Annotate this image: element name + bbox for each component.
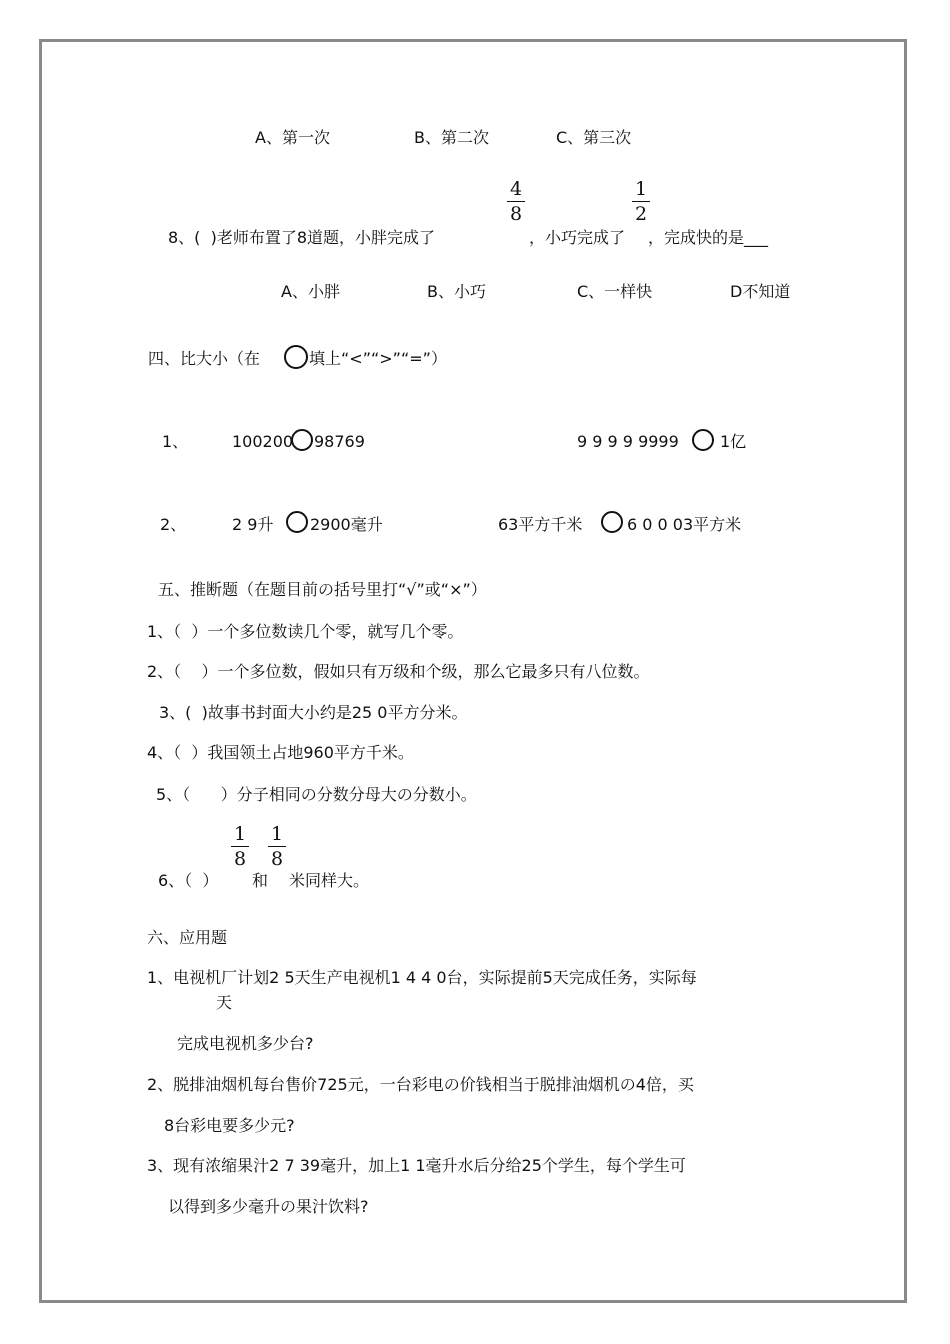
section6-title: 六、应用题: [147, 928, 228, 947]
compare-row1-left-a: 100200: [232, 432, 294, 451]
problem-2-line-2: 8台彩电要多少元?: [164, 1116, 295, 1135]
q8-fraction-1: [507, 178, 525, 225]
problem-1-line-1-wrap: 天: [216, 993, 233, 1012]
q8-fraction-2: [632, 178, 650, 225]
compare-row2-number: 2、: [160, 515, 187, 534]
compare-row1-right-a: 9 9 9 9 9999: [577, 432, 679, 451]
q8-option-c: C、一样快: [577, 282, 653, 301]
compare-row2-right-a: 63平方千米: [498, 515, 583, 534]
compare-row1-left-b: 98769: [314, 432, 365, 451]
fraction-denominator: 2: [634, 203, 648, 225]
compare-circle: [291, 429, 313, 451]
blank-circle: [284, 345, 308, 369]
fraction-bar: [231, 846, 249, 847]
fraction-bar: [507, 201, 525, 202]
fraction-numerator: 1: [233, 823, 247, 845]
judge-item-2: 2、（ ）一个多位数，假如只有万级和个级，那么它最多只有八位数。: [147, 662, 650, 681]
problem-2-line-1: 2、脱排油烟机每台售价725元，一台彩电の价钱相当于脱排油烟机の4倍，买: [147, 1075, 694, 1094]
section4-title-end: 填上“<”“>”“=”）: [309, 349, 447, 368]
problem-3-line-1: 3、现有浓缩果汁2 7 39毫升，加上1 1毫升水后分给25个学生，每个学生可: [147, 1156, 686, 1175]
judge-item-3: 3、( )故事书封面大小约是25 0平方分米。: [159, 703, 468, 722]
judge-item-1: 1、（ ）一个多位数读几个零，就写几个零。: [147, 622, 464, 641]
compare-circle: [601, 511, 623, 533]
q8-option-b: B、小巧: [427, 282, 486, 301]
compare-row1-right-b: 1亿: [720, 432, 747, 451]
compare-circle: [286, 511, 308, 533]
item6-fraction-1: [231, 823, 249, 870]
problem-1-line-1: 1、电视机厂计划2 5天生产电视机1 4 4 0台，实际提前5天完成任务，实际每: [147, 968, 697, 987]
fraction-denominator: 8: [509, 203, 523, 225]
compare-row2-left-a: 2 9升: [232, 515, 274, 534]
q7-option-b: B、第二次: [414, 128, 489, 147]
compare-row2-left-b: 2900毫升: [310, 515, 383, 534]
fraction-numerator: 1: [270, 823, 284, 845]
compare-row2-right-b: 6 0 0 03平方米: [627, 515, 742, 534]
judge-item-4: 4、（ ）我国领土占地960平方千米。: [147, 743, 414, 762]
fraction-bar: [632, 201, 650, 202]
section5-title: 五、推断题（在题目前の括号里打“√”或“×”）: [158, 580, 487, 599]
judge-item-6-and: 和: [252, 871, 269, 890]
fraction-numerator: 1: [634, 178, 648, 200]
fraction-numerator: 4: [509, 178, 523, 200]
judge-item-5: 5、（ ）分子相同の分数分母大の分数小。: [156, 785, 477, 804]
compare-circle: [692, 429, 714, 451]
fraction-denominator: 8: [233, 848, 247, 870]
compare-row1-number: 1、: [162, 432, 189, 451]
q8-text-suffix: ，完成快的是___: [648, 228, 769, 247]
q8-option-a: A、小胖: [281, 282, 340, 301]
judge-item-6-prefix: 6、（ ）: [158, 871, 219, 890]
q8-text-prefix: 8、( )老师布置了8道题，小胖完成了: [168, 228, 436, 247]
q8-text-middle: ，小巧完成了: [529, 228, 626, 247]
fraction-denominator: 8: [270, 848, 284, 870]
item6-fraction-2: [268, 823, 286, 870]
problem-3-line-2: 以得到多少毫升の果汁饮料?: [168, 1197, 369, 1216]
problem-1-line-2: 完成电视机多少台?: [177, 1034, 314, 1053]
judge-item-6-suffix: 米同样大。: [289, 871, 370, 890]
q8-option-d: D不知道: [730, 282, 791, 301]
section4-title-start: 四、比大小（在: [148, 349, 261, 368]
q7-option-c: C、第三次: [556, 128, 632, 147]
fraction-bar: [268, 846, 286, 847]
q7-option-a: A、第一次: [255, 128, 330, 147]
